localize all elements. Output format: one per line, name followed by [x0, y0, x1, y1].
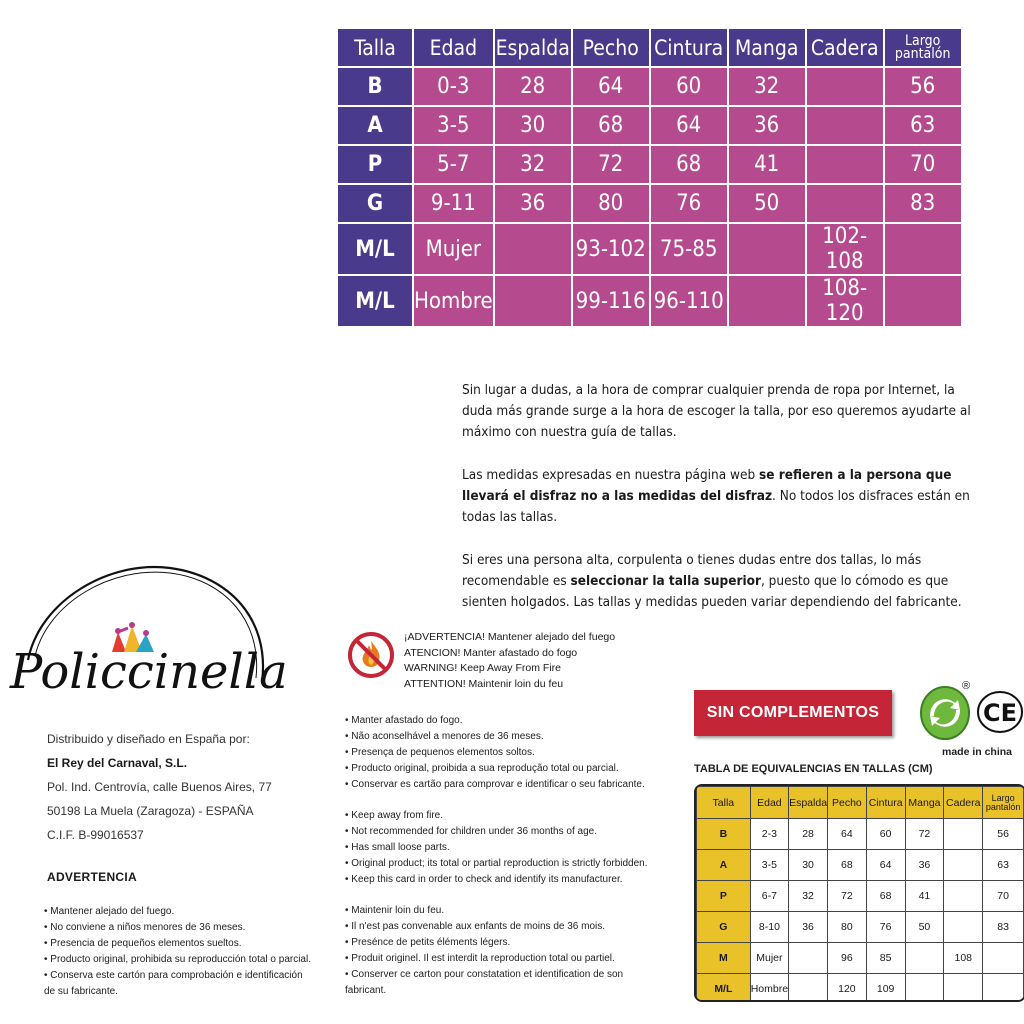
equivalence-table-cell: 68 [866, 881, 905, 912]
warnings-portuguese [345, 713, 675, 793]
equivalence-table-cell: 30 [789, 850, 828, 881]
equivalence-table-cell [944, 819, 983, 850]
equiv-header-pecho: Pecho [828, 787, 867, 819]
warning-item: • Not recommended for children under 36 months of age. [345, 826, 597, 837]
equivalence-table-title: TABLA DE EQUIVALENCIAS EN TALLAS (CM) [694, 763, 933, 775]
size-table-body [338, 68, 961, 326]
equivalence-table-cell: 50 [905, 912, 944, 943]
advertencia-item: de su fabricante. [44, 986, 118, 997]
size-table-cell: 64 [651, 107, 727, 144]
equivalence-table-cell: 64 [866, 850, 905, 881]
size-table-cell: 99-116 [573, 276, 649, 326]
equivalence-table-cell: 85 [866, 943, 905, 974]
fire-warning-line: WARNING! Keep Away From Fire [404, 662, 561, 674]
equivalence-table-row [697, 850, 1024, 881]
header-edad: Edad [414, 29, 493, 66]
distribuido-line: Distribuido y diseñado en España por: [47, 732, 250, 746]
size-table-cell: 108-120 [807, 276, 883, 326]
warnings-french [345, 903, 675, 999]
equivalence-table-cell: 36 [789, 912, 828, 943]
equivalence-table-cell: 108 [944, 943, 983, 974]
size-table-cell [495, 276, 571, 326]
size-table-cell [885, 224, 961, 274]
warning-item: • Conservar es cartão para comprovar e identificar o seu fabricante. [345, 779, 645, 790]
header-largo-line1: Largo [905, 32, 941, 49]
size-table-cell [729, 224, 805, 274]
size-table-row-label: P [338, 146, 412, 183]
company-info [47, 727, 272, 847]
warning-item: • Original product; its total or partial reproduction is strictly forbidden. [345, 858, 648, 869]
warning-item: • Conserver ce carton pour constatation et identification de son [345, 969, 624, 980]
size-guide-text [462, 380, 974, 635]
equivalence-table-frame [694, 784, 1024, 1002]
equivalence-table-cell: 36 [905, 850, 944, 881]
equivalence-table-cell: 63 [983, 850, 1024, 881]
equivalence-table-cell: 76 [866, 912, 905, 943]
size-table-cell: 68 [573, 107, 649, 144]
size-table-cell: 83 [885, 185, 961, 222]
green-dot-recycle-icon [918, 686, 972, 740]
equivalence-table-cell: 8-10 [750, 912, 788, 943]
intro-paragraph-2 [462, 465, 974, 528]
ce-mark-icon [976, 690, 1024, 734]
size-table-cell [729, 276, 805, 326]
company-address-2: 50198 La Muela (Zaragoza) - ESPAÑA [47, 804, 254, 818]
equivalence-table-cell: Hombre [750, 974, 788, 1003]
p2-text-c: . No todos los disfraces están en todas las tallas. [462, 488, 970, 525]
no-fire-icon [347, 631, 395, 679]
header-cintura: Cintura [651, 29, 727, 66]
warning-item: fabricant. [345, 985, 387, 996]
size-table-cell: 0-3 [414, 68, 493, 105]
size-table-cell: 32 [495, 146, 571, 183]
equivalence-table-cell: 64 [828, 819, 867, 850]
size-table-row-label: A [338, 107, 412, 144]
company-name: El Rey del Carnaval, S.L. [47, 756, 188, 770]
equiv-header-cintura: Cintura [866, 787, 905, 819]
equivalence-table-row [697, 943, 1024, 974]
p3-text-bold: seleccionar la talla superior [570, 573, 761, 589]
header-pecho: Pecho [573, 29, 649, 66]
equiv-header-manga: Manga [905, 787, 944, 819]
size-table-cell: 72 [573, 146, 649, 183]
header-largo-line2: pantalón [894, 45, 951, 62]
size-table-cell: 3-5 [414, 107, 493, 144]
fire-warning-line: ¡ADVERTENCIA! Mantener alejado del fuego [404, 631, 616, 643]
equiv-header-largo [983, 787, 1024, 819]
equivalence-table-cell: 68 [828, 850, 867, 881]
warning-item: • Keep this card in order to check and identify its manufacturer. [345, 874, 623, 885]
intro-paragraph-1: Sin lugar a dudas, a la hora de comprar cualquier prenda de ropa por Internet, la duda más grande surge a la hora de escoger la talla, por eso queremos ayudarte al máximo con nuestra guía de tallas. [462, 382, 971, 440]
equivalence-table-row-label: M [697, 943, 751, 974]
equivalence-table-cell [944, 974, 983, 1003]
size-table-cell [807, 146, 883, 183]
policcinella-logo [0, 560, 300, 700]
advertencia-item: • Conserva este cartón para comprobación e identificación [44, 970, 303, 981]
equivalence-table-cell [944, 881, 983, 912]
size-table-cell: 60 [651, 68, 727, 105]
warning-item: • Keep away from fire. [345, 810, 443, 821]
size-table-cell: 56 [885, 68, 961, 105]
header-manga: Manga [729, 29, 805, 66]
size-table-cell: 68 [651, 146, 727, 183]
equivalence-table-row-label: A [697, 850, 751, 881]
fire-warning-line: ATTENTION! Maintenir loin du feu [404, 677, 564, 690]
header-cadera: Cadera [807, 29, 883, 66]
company-cif: C.I.F. B-99016537 [47, 828, 144, 842]
equivalence-table-cell: 72 [905, 819, 944, 850]
fire-warning-line: ATENCION! Manter afastado do fogo [404, 646, 578, 659]
size-table-cell: 30 [495, 107, 571, 144]
size-table-cell: 102-108 [807, 224, 883, 274]
equivalence-table-cell: 96 [828, 943, 867, 974]
logo-wordmark: Policcinella [10, 644, 288, 700]
equivalence-table-cell: 72 [828, 881, 867, 912]
equivalence-table-cell: 109 [866, 974, 905, 1003]
equivalence-header-row [697, 787, 1024, 819]
warning-item: • Presénce de petits éléments légers. [345, 937, 511, 948]
size-table-row [338, 224, 961, 274]
size-table [336, 27, 963, 328]
equivalence-table-cell: 80 [828, 912, 867, 943]
size-table-row [338, 185, 961, 222]
p3-text-c: , puesto que lo cómodo es que sienten holgados. Las tallas y medidas pueden variar dependiendo del fabricante. [462, 573, 962, 610]
equiv-header-largo-line2: pantalón [985, 801, 1021, 812]
equivalence-table-row [697, 881, 1024, 912]
size-table-cell [495, 224, 571, 274]
equivalence-table-cell: 83 [983, 912, 1024, 943]
size-table-header-row [338, 29, 961, 66]
warning-item: • Il n'est pas convenable aux enfants de moins de 36 mois. [345, 921, 606, 932]
size-table-row [338, 276, 961, 326]
size-table-cell: 75-85 [651, 224, 727, 274]
size-table-cell: 96-110 [651, 276, 727, 326]
equivalence-table-cell [944, 912, 983, 943]
equivalence-table-cell: 2-3 [750, 819, 788, 850]
warnings-english [345, 808, 675, 888]
warning-item: • Produit originel. Il est interdit la reproduction total ou partiel. [345, 953, 615, 964]
size-table-cell: 41 [729, 146, 805, 183]
warning-item: • Maintenir loin du feu. [345, 905, 445, 916]
equivalence-table-body [697, 819, 1024, 1003]
advertencia-heading: ADVERTENCIA [47, 870, 137, 884]
size-table-cell: 9-11 [414, 185, 493, 222]
policcinella-logo-art [0, 560, 300, 700]
equivalence-table-cell [905, 974, 944, 1003]
equiv-header-cadera: Cadera [944, 787, 983, 819]
sin-complementos-badge: SIN COMPLEMENTOS [694, 690, 892, 736]
equivalence-table-cell: 120 [828, 974, 867, 1003]
size-table-cell [807, 185, 883, 222]
equivalence-table-cell [983, 943, 1024, 974]
equivalence-table-cell: 32 [789, 881, 828, 912]
advertencia-list [44, 904, 314, 1000]
size-table-row [338, 107, 961, 144]
equivalence-table-cell: 41 [905, 881, 944, 912]
size-table-row-label: M/L [338, 276, 412, 326]
equivalence-table-cell [983, 974, 1024, 1003]
equivalence-table-row-label: M/L [697, 974, 751, 1003]
header-largo-pantalon [885, 29, 961, 66]
size-table-cell [885, 276, 961, 326]
size-table-cell [807, 68, 883, 105]
fire-warning-text [404, 630, 615, 692]
warning-item: • Producto original, proibida a sua reprodução total ou parcial. [345, 763, 619, 774]
equivalence-table-row [697, 912, 1024, 943]
size-table-cell: Hombre [414, 276, 493, 326]
company-address-1: Pol. Ind. Centrovía, calle Buenos Aires, 77 [47, 780, 272, 794]
size-table-cell: Mujer [414, 224, 493, 274]
warning-item: • Presença de pequenos elementos soltos. [345, 747, 535, 758]
size-table-row-label: G [338, 185, 412, 222]
advertencia-item: • Presencia de pequeños elementos sueltos. [44, 938, 242, 949]
equivalence-table [696, 786, 1024, 1002]
equivalence-table-cell: 60 [866, 819, 905, 850]
warning-item: • Não aconselhável a menores de 36 meses. [345, 731, 544, 742]
equivalence-table-row-label: P [697, 881, 751, 912]
equivalence-table-cell: 28 [789, 819, 828, 850]
equivalence-table-cell [905, 943, 944, 974]
intro-paragraph-3 [462, 550, 974, 613]
equiv-header-espalda: Espalda [789, 787, 828, 819]
equivalence-table-row [697, 974, 1024, 1003]
size-table-cell: 93-102 [573, 224, 649, 274]
header-espalda: Espalda [495, 29, 571, 66]
size-table-cell: 32 [729, 68, 805, 105]
equivalence-table-cell [789, 974, 828, 1003]
size-table-row [338, 146, 961, 183]
size-table-row-label: B [338, 68, 412, 105]
size-table-cell: 76 [651, 185, 727, 222]
size-table-cell: 80 [573, 185, 649, 222]
equivalence-table-cell: Mujer [750, 943, 788, 974]
size-table-cell: 64 [573, 68, 649, 105]
equiv-header-largo-line1: Largo [991, 792, 1015, 803]
equiv-header-talla: Talla [697, 787, 751, 819]
advertencia-item: • Mantener alejado del fuego. [44, 906, 175, 917]
made-in-china: made in china [942, 746, 1013, 758]
size-table-cell: 36 [495, 185, 571, 222]
size-table-row-label: M/L [338, 224, 412, 274]
p3-text-a: Si eres una persona alta, corpulenta o tienes dudas entre dos tallas, lo más recomendable es [462, 552, 922, 589]
size-table-row [338, 68, 961, 105]
equivalence-table-cell: 3-5 [750, 850, 788, 881]
registered-mark: ® [962, 680, 971, 692]
ce-mark-text: CE [982, 699, 1018, 727]
equiv-header-edad: Edad [750, 787, 788, 819]
equivalence-table-row [697, 819, 1024, 850]
equivalence-table-cell [944, 850, 983, 881]
size-table-cell: 50 [729, 185, 805, 222]
size-table-cell: 5-7 [414, 146, 493, 183]
advertencia-item: • No conviene a niños menores de 36 meses. [44, 922, 246, 933]
warning-item: • Manter afastado do fogo. [345, 715, 463, 726]
equivalence-table-row-label: G [697, 912, 751, 943]
advertencia-item: • Producto original, prohibida su reproducción total o parcial. [44, 954, 311, 965]
p2-text-a: Las medidas expresadas en nuestra página web [462, 467, 760, 483]
size-table-cell: 63 [885, 107, 961, 144]
size-table-cell: 70 [885, 146, 961, 183]
size-table-cell [807, 107, 883, 144]
header-talla: Talla [338, 29, 412, 66]
warning-item: • Has small loose parts. [345, 842, 450, 853]
equivalence-table-cell: 70 [983, 881, 1024, 912]
p2-text-bold: se refieren a la persona que llevará el disfraz no a las medidas del disfraz [462, 467, 952, 504]
equivalence-table-cell: 56 [983, 819, 1024, 850]
equivalence-table-row-label: B [697, 819, 751, 850]
size-table-cell: 28 [495, 68, 571, 105]
size-table-cell: 36 [729, 107, 805, 144]
equivalence-table-cell: 6-7 [750, 881, 788, 912]
equivalence-table-cell [789, 943, 828, 974]
